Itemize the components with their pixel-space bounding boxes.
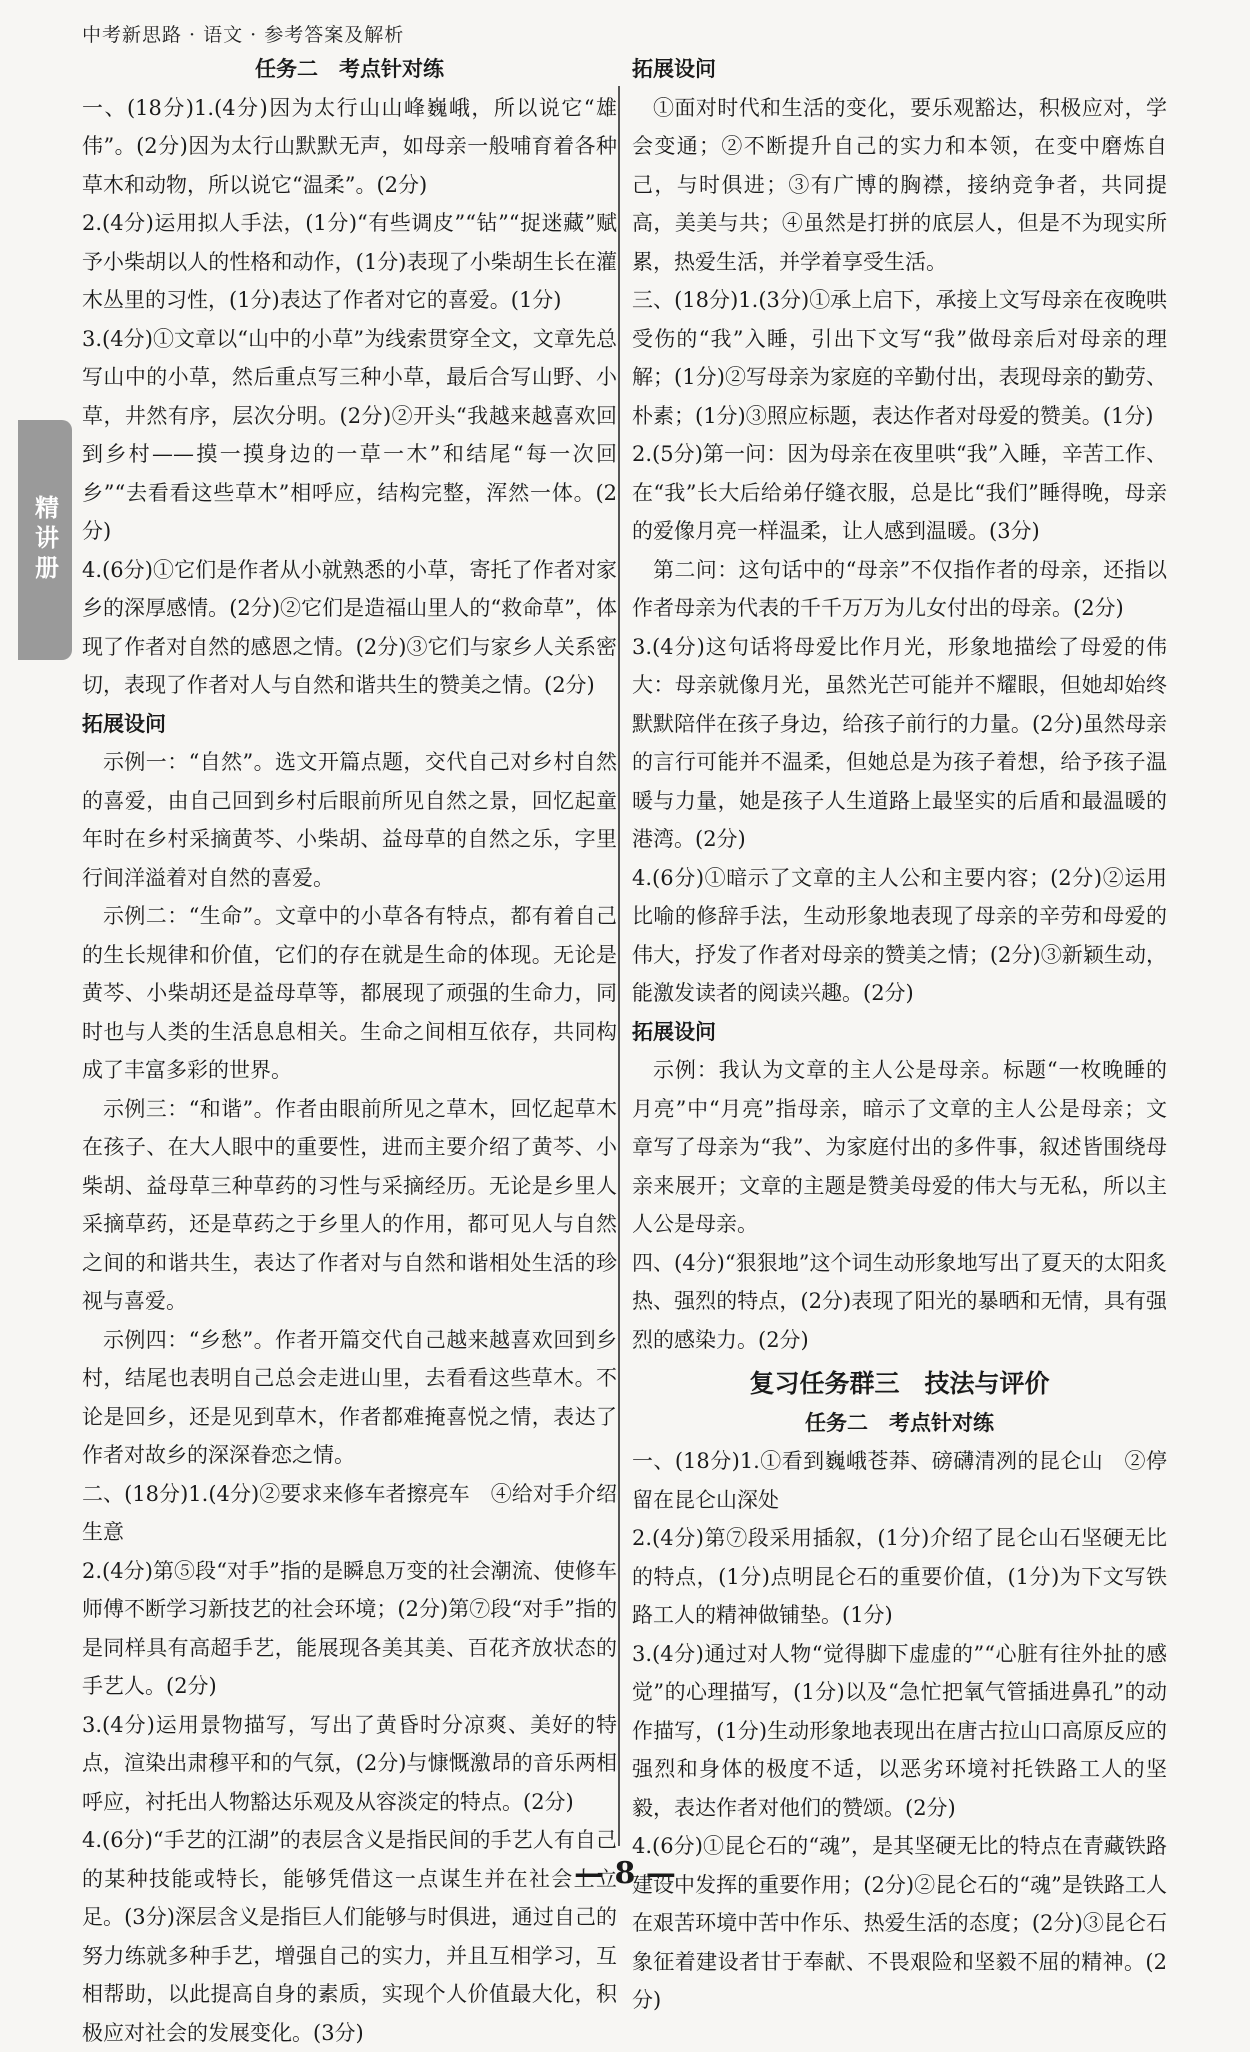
- answer-item: 4.(6分)①暗示了文章的主人公和主要内容；(2分)②运用比喻的修辞手法，生动形象地表现了母亲的辛劳和母爱的伟大，抒发了作者对母亲的赞美之情；(2分)③新颖生动，能激发读者的阅读兴趣。(2分): [632, 865, 1167, 1005]
- answer-item: 4.(6分)“手艺的江湖”的表层含义是指民间的手艺人有自己的某种技能或特长，能够凭借这一点谋生并在社会上立足。(3分)深层含义是指巨人们能够与时俱进，通过自己的努力练就多种手艺，增强自己的实力，并且互相学习，互相帮助，以此提高自身的素质，实现个人价值最大化，积极应对社会的发展变化。(3分): [82, 1828, 617, 2045]
- extension-answer: ①面对时代和生活的变化，要乐观豁达，积极应对，学会变通；②不断提升自己的实力和本领，在变中磨炼自己，与时俱进；③有广博的胸襟，接纳竞争者，共同提高，美美与共；④虽然是打拼的底层人，但是不为现实所累，热爱生活，并学着享受生活。: [632, 95, 1167, 274]
- answer-item: 一、(18分)1.(4分)因为太行山山峰巍峨，所以说它“雄伟”。(2分)因为太行山默默无声，如母亲一般哺育着各种草木和动物，所以说它“温柔”。(2分): [82, 95, 617, 197]
- sample-answer: 示例一：“自然”。选文开篇点题，交代自己对乡村自然的喜爱，由自己回到乡村后眼前所见自然之景，回忆起童年时在乡村采摘黄芩、小柴胡、益母草的自然之乐，字里行间洋溢着对自然的喜爱。: [82, 750, 617, 890]
- answer-item: 2.(4分)第⑦段采用插叙，(1分)介绍了昆仑山石坚硬无比的特点，(1分)点明昆仑石的重要价值，(1分)为下文写铁路工人的精神做铺垫。(1分): [632, 1526, 1167, 1627]
- extension-title: 拓展设问: [632, 56, 716, 81]
- side-tab: 精讲册: [18, 420, 72, 660]
- task-title: 任务二 考点针对练: [805, 1409, 994, 1435]
- page-number: — 8 —: [574, 1856, 676, 1891]
- answer-item: 3.(4分)①文章以“山中的小草”为线索贯穿全文，文章先总写山中的小草，然后重点写三种小草，最后合写山野、小草，井然有序，层次分明。(2分)②开头“我越来越喜欢回到乡村——摸一摸身边的一草一木”和结尾“每一次回乡”“去看看这些草木”相呼应，结构完整，浑然一体。(2分): [82, 326, 617, 543]
- extension-title: 拓展设问: [82, 710, 166, 736]
- left-column: [82, 50, 617, 2052]
- answer-item: 2.(5分)第一问：因为母亲在夜里哄“我”入睡，辛苦工作、在“我”长大后给弟仔缝衣服，总是比“我们”睡得晚，母亲的爱像月亮一样温柔，让人感到温暖。(3分): [632, 442, 1167, 543]
- answer-item: 三、(18分)1.(3分)①承上启下，承接上文写母亲在夜晚哄受伤的“我”入睡，引出下文写“我”做母亲后对母亲的理解；(1分)②写母亲为家庭的辛勤付出，表现母亲的勤劳、朴素；(1分)③照应标题，表达作者对母爱的赞美。(1分): [632, 288, 1167, 428]
- section-title: 复习任务群三 技法与评价: [749, 1369, 1050, 1398]
- extension-title: 拓展设问: [632, 1018, 716, 1044]
- answer-item: 3.(4分)通过对人物“觉得脚下虚虚的”“心脏有往外扯的感觉”的心理描写，(1分)以及“急忙把氧气管插进鼻孔”的动作描写，(1分)生动形象地表现出在唐古拉山口高原反应的强烈和身体的极度不适，以恶劣环境衬托铁路工人的坚毅，表达作者对他们的赞颂。(2分): [632, 1641, 1167, 1820]
- answer-item: 一、(18分)1.①看到巍峨苍莽、磅礴清冽的昆仑山 ②停留在昆仑山深处: [632, 1449, 1167, 1512]
- answer-item: 二、(18分)1.(4分)②要求来修车者擦亮车 ④给对手介绍生意: [82, 1481, 617, 1544]
- column-divider: [618, 86, 620, 1846]
- sample-answer: 示例三：“和谐”。作者由眼前所见之草木，回忆起草木在孩子、在大人眼中的重要性，进而主要介绍了黄芩、小柴胡、益母草三种草药的习性与采摘经历。无论是乡里人采摘草药，还是草药之于乡里人的作用，都可见人与自然之间的和谐共生，表达了作者对与自然和谐相处生活的珍视与喜爱。: [82, 1096, 617, 1313]
- running-head: 中考新思路 · 语文 · 参考答案及解析: [82, 24, 405, 46]
- task-title: 任务二 考点针对练: [255, 56, 444, 81]
- right-column: [632, 50, 1167, 2020]
- answer-item: 3.(4分)运用景物描写，写出了黄昏时分凉爽、美好的特点，渲染出肃穆平和的气氛，(2分)与慷慨激昂的音乐两相呼应，衬托出人物豁达乐观及从容淡定的特点。(2分): [82, 1712, 617, 1814]
- answer-item: 2.(4分)第⑤段“对手”指的是瞬息万变的社会潮流、使修车师傅不断学习新技艺的社会环境；(2分)第⑦段“对手”指的是同样具有高超手艺，能展现各美其美、百花齐放状态的手艺人。(2分): [82, 1558, 617, 1698]
- sample-answer: 示例四：“乡愁”。作者开篇交代自己越来越喜欢回到乡村，结尾也表明自己总会走进山里，去看看这些草木。不论是回乡，还是见到草木，作者都难掩喜悦之情，表达了作者对故乡的深深眷恋之情。: [82, 1327, 617, 1467]
- extension-answer: 示例：我认为文章的主人公是母亲。标题“一枚晚睡的月亮”中“月亮”指母亲，暗示了文章的主人公是母亲；文章写了母亲为“我”、为家庭付出的多件事，叙述皆围绕母亲来展开；文章的主题是赞美母爱的伟大与无私，所以主人公是母亲。: [632, 1058, 1167, 1236]
- answer-item: 4.(6分)①它们是作者从小就熟悉的小草，寄托了作者对家乡的深厚感情。(2分)②它们是造福山里人的“救命草”，体现了作者对自然的感恩之情。(2分)③它们与家乡人关系密切，表现了作者对人与自然和谐共生的赞美之情。(2分): [82, 557, 617, 697]
- answer-item: 2.(4分)运用拟人手法，(1分)“有些调皮”“钻”“捉迷藏”赋予小柴胡以人的性格和动作，(1分)表现了小柴胡生长在灌木丛里的习性，(1分)表达了作者对它的喜爱。(1分): [82, 211, 617, 312]
- sample-answer: 示例二：“生命”。文章中的小草各有特点，都有着自己的生长规律和价值，它们的存在就是生命的体现。无论是黄芩、小柴胡还是益母草等，都展现了顽强的生命力，同时也与人类的生活息息相关。生命之间相互依存，共同构成了丰富多彩的世界。: [82, 904, 617, 1082]
- answer-item: 4.(6分)①昆仑石的“魂”，是其坚硬无比的特点在青藏铁路建设中发挥的重要作用；(2分)②昆仑石的“魂”是铁路工人在艰苦环境中苦中作乐、热爱生活的态度；(2分)③昆仑石象征着建设者甘于奉献、不畏艰险和坚毅不屈的精神。(2分): [632, 1834, 1167, 2012]
- answer-item: 3.(4分)这句话将母爱比作月光，形象地描绘了母爱的伟大：母亲就像月光，虽然光芒可能并不耀眼，但她却始终默默陪伴在孩子身边，给孩子前行的力量。(2分)虽然母亲的言行可能并不温柔，但她总是为孩子着想，给予孩子温暖与力量，她是孩子人生道路上最坚实的后盾和最温暖的港湾。(2分): [632, 634, 1167, 851]
- answer-subitem: 第二问：这句话中的“母亲”不仅指作者的母亲，还指以作者母亲为代表的千千万万为儿女付出的母亲。(2分): [632, 557, 1167, 620]
- answer-item: 四、(4分)“狠狠地”这个词生动形象地写出了夏天的太阳炙热、强烈的特点，(2分)表现了阳光的暴晒和无情，具有强烈的感染力。(2分): [632, 1250, 1167, 1352]
